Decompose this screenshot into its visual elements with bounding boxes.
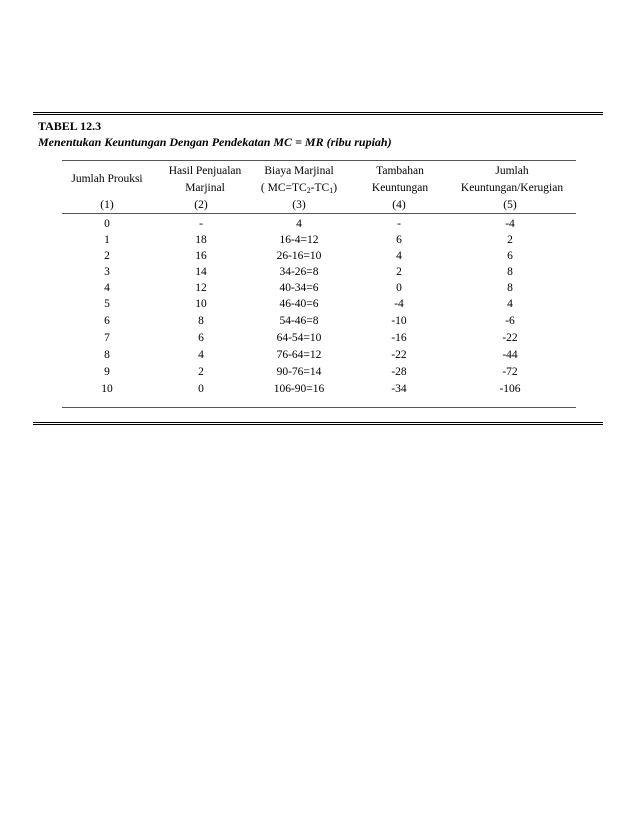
cell-hasil-penjualan: 16 (195, 250, 207, 262)
table-row (62, 330, 576, 346)
header-jumlah-produksi (62, 171, 152, 188)
cell-produksi: 1 (104, 234, 110, 246)
col-number-3: (3) (292, 199, 306, 211)
table-row (62, 232, 576, 248)
cell-hasil-penjualan: 2 (198, 366, 204, 378)
header-col2-line1: Hasil Penjualan (168, 165, 242, 177)
table-row (62, 347, 576, 363)
header-col3-line2 (252, 180, 346, 197)
cell-produksi: 8 (104, 349, 110, 361)
table-title: TABEL 12.3 (38, 119, 102, 133)
cell-tambahan-keuntungan: 6 (396, 234, 402, 246)
table-bottom-rule (62, 407, 576, 408)
table-row (62, 280, 576, 296)
cell-tambahan-keuntungan: 4 (396, 250, 402, 262)
cell-hasil-penjualan: 6 (198, 332, 204, 344)
cell-biaya-marjinal: 4 (296, 218, 302, 230)
cell-produksi: 3 (104, 266, 110, 278)
cell-hasil-penjualan: 12 (195, 282, 207, 294)
cell-produksi: 9 (104, 366, 110, 378)
cell-tambahan-keuntungan: -10 (391, 315, 407, 327)
cell-produksi: 0 (104, 218, 110, 230)
header-col4-line2: Keuntungan (371, 182, 429, 194)
table-row (62, 264, 576, 280)
header-col3-sub1: 2 (306, 186, 311, 195)
header-bottom-rule (62, 213, 576, 214)
header-biaya-marjinal (252, 163, 346, 197)
table-row (62, 381, 576, 397)
cell-produksi: 2 (104, 250, 110, 262)
cell-hasil-penjualan: 18 (195, 234, 207, 246)
header-tambahan-keuntungan (360, 163, 440, 197)
cell-jumlah-keuntungan: 4 (507, 298, 513, 310)
cell-biaya-marjinal: 90-76=14 (276, 366, 322, 378)
cell-biaya-marjinal: 106-90=16 (273, 383, 325, 395)
cell-jumlah-keuntungan: -4 (505, 218, 515, 230)
col-number-2: (2) (194, 199, 208, 211)
cell-jumlah-keuntungan: 6 (507, 250, 513, 262)
cell-biaya-marjinal: 76-64=12 (276, 349, 322, 361)
cell-tambahan-keuntungan: -4 (394, 298, 404, 310)
header-col3-post: ) (333, 182, 338, 194)
cell-jumlah-keuntungan: -72 (502, 366, 518, 378)
cell-biaya-marjinal: 54-46=8 (279, 315, 319, 327)
header-col4-line1: Tambahan (376, 165, 424, 177)
header-col2-line2: Marjinal (185, 182, 225, 194)
cell-jumlah-keuntungan: -6 (505, 315, 515, 327)
cell-hasil-penjualan: 8 (198, 315, 204, 327)
cell-biaya-marjinal: 26-16=10 (276, 250, 322, 262)
cell-produksi: 4 (104, 282, 110, 294)
cell-tambahan-keuntungan: 2 (396, 266, 402, 278)
table-row (62, 248, 576, 264)
bottom-rule (33, 422, 603, 423)
cell-tambahan-keuntungan: -22 (391, 349, 407, 361)
header-col3-sub2: 1 (329, 186, 334, 195)
cell-jumlah-keuntungan: -22 (502, 332, 518, 344)
cell-hasil-penjualan: 4 (198, 349, 204, 361)
cell-tambahan-keuntungan: - (397, 218, 401, 230)
header-col5-line2: Keuntungan/Kerugian (460, 182, 564, 194)
cell-biaya-marjinal: 40-34=6 (279, 282, 319, 294)
header-col3-mid: -TC (310, 182, 330, 194)
top-rule-double (33, 114, 603, 115)
table-row (62, 296, 576, 312)
table-subtitle: Menentukan Keuntungan Dengan Pendekatan MC = MR (ribu rupiah) (38, 135, 392, 149)
table-row (62, 364, 576, 380)
cell-tambahan-keuntungan: 0 (396, 282, 402, 294)
col-number-1: (1) (100, 199, 114, 211)
cell-produksi: 5 (104, 298, 110, 310)
header-col5-line1: Jumlah (495, 165, 529, 177)
cell-hasil-penjualan: - (199, 218, 203, 230)
cell-biaya-marjinal: 46-40=6 (279, 298, 319, 310)
cell-produksi: 7 (104, 332, 110, 344)
cell-produksi: 10 (101, 383, 113, 395)
cell-hasil-penjualan: 10 (195, 298, 207, 310)
col-number-5: (5) (503, 199, 517, 211)
col-number-4: (4) (392, 199, 406, 211)
table-row (62, 313, 576, 329)
cell-hasil-penjualan: 0 (198, 383, 204, 395)
cell-hasil-penjualan: 14 (195, 266, 207, 278)
header-col3-pre: ( MC=TC (260, 182, 307, 194)
cell-biaya-marjinal: 34-26=8 (279, 266, 319, 278)
cell-tambahan-keuntungan: -28 (391, 366, 407, 378)
header-jumlah-keuntungan (452, 163, 572, 197)
cell-tambahan-keuntungan: -34 (391, 383, 407, 395)
cell-tambahan-keuntungan: -16 (391, 332, 407, 344)
header-col1-label: Jumlah Prouksi (71, 173, 143, 185)
table-row (62, 216, 576, 232)
header-top-rule (62, 160, 576, 161)
cell-jumlah-keuntungan: -106 (499, 383, 521, 395)
top-rule (33, 112, 603, 113)
header-col3-line1: Biaya Marjinal (264, 165, 334, 177)
cell-jumlah-keuntungan: -44 (502, 349, 518, 361)
cell-biaya-marjinal: 16-4=12 (279, 234, 319, 246)
header-hasil-penjualan (160, 163, 250, 197)
cell-biaya-marjinal: 64-54=10 (276, 332, 322, 344)
cell-jumlah-keuntungan: 8 (507, 282, 513, 294)
cell-jumlah-keuntungan: 8 (507, 266, 513, 278)
bottom-rule-double (33, 424, 603, 425)
cell-produksi: 6 (104, 315, 110, 327)
cell-jumlah-keuntungan: 2 (507, 234, 513, 246)
